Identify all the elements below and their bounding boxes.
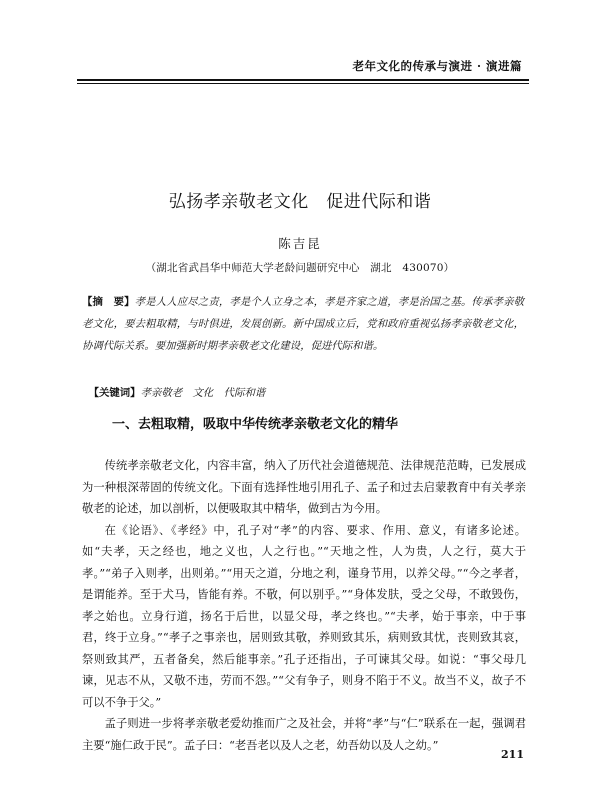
running-head: 老年文化的传承与演进 · 演进篇 xyxy=(352,59,522,73)
abstract xyxy=(82,291,524,357)
author-affiliation: （湖北省武昌华中师范大学老龄问题研究中心 湖北 430070） xyxy=(145,262,455,274)
keywords-label: 【关键词】 xyxy=(88,387,141,399)
section-heading: 一、去粗取精，吸取中华传统孝亲敬老文化的精华 xyxy=(112,417,399,432)
body-paragraph: 孟子则进一步将孝亲敬老爱幼推而广之及社会，并将“孝”与“仁”联系在一起，强调君主要“施仁政于民”。孟子曰：“老吾老以及人之老，幼吾幼以及人之幼。” xyxy=(82,717,526,752)
keywords-text: 孝亲敬老 文化 代际和谐 xyxy=(140,387,266,399)
abstract-label: 【摘 要】 xyxy=(82,296,135,308)
abstract-text: 孝是人人应尽之责，孝是个人立身之本，孝是齐家之道，孝是治国之基。传承孝亲敬老文化，要去粗取精，与时俱进，发展创新。新中国成立后，党和政府重视弘扬孝亲敬老文化，协调代际关系。要加强新时期孝亲敬老文化建设，促进代际和谐。 xyxy=(82,296,525,352)
article-author: 陈吉昆 xyxy=(278,236,322,251)
keywords xyxy=(82,372,524,399)
body-paragraph: 传统孝亲敬老文化，内容丰富，纳入了历代社会道德规范、法律规范范畴，已发展成为一种根深蒂固的传统文化。下面有选择性地引用孔子、孟子和过去启蒙教育中有关孝亲敬老的论述，加以剖析，以便吸取其中精华，做到古为今用。 xyxy=(82,459,526,515)
page-number: 211 xyxy=(501,748,524,761)
body-text xyxy=(82,455,526,756)
body-paragraph: 在《论语》、《孝经》中，孔子对“孝”的内容、要求、作用、意义，有诸多论述。如“夫孝，天之经也，地之义也，人之行也。”“天地之性，人为贵，人之行，莫大于孝。”“弟子入则孝，出则弟。”“用天之道，分地之利，谨身节用，以养父母。”“今之孝者，是谓能养。至于犬马，皆能有养。不敬，何以别乎。”“身体发肤，受之父母，不敢毁伤，孝之始也。立身行道，扬名于后世，以显父母，孝之终也。”“夫孝，始于事亲，中于事君，终于立身。”“孝子之事亲也，居则致其敬，养则致其乐，病则致其忧，丧则致其哀，祭则致其严，五者备矣，然后能事亲。”孔子还指出，子可谏其父母。如说：“事父母几谏，见志不从，又敬不违，劳而不怨。”“父有争子，则身不陷于不义。故当不义，故子不可以不争于父。” xyxy=(82,523,526,709)
header-rule-thin xyxy=(77,83,529,84)
article-title: 弘扬孝亲敬老文化 促进代际和谐 xyxy=(168,192,432,212)
header-rule-thick xyxy=(77,79,529,81)
